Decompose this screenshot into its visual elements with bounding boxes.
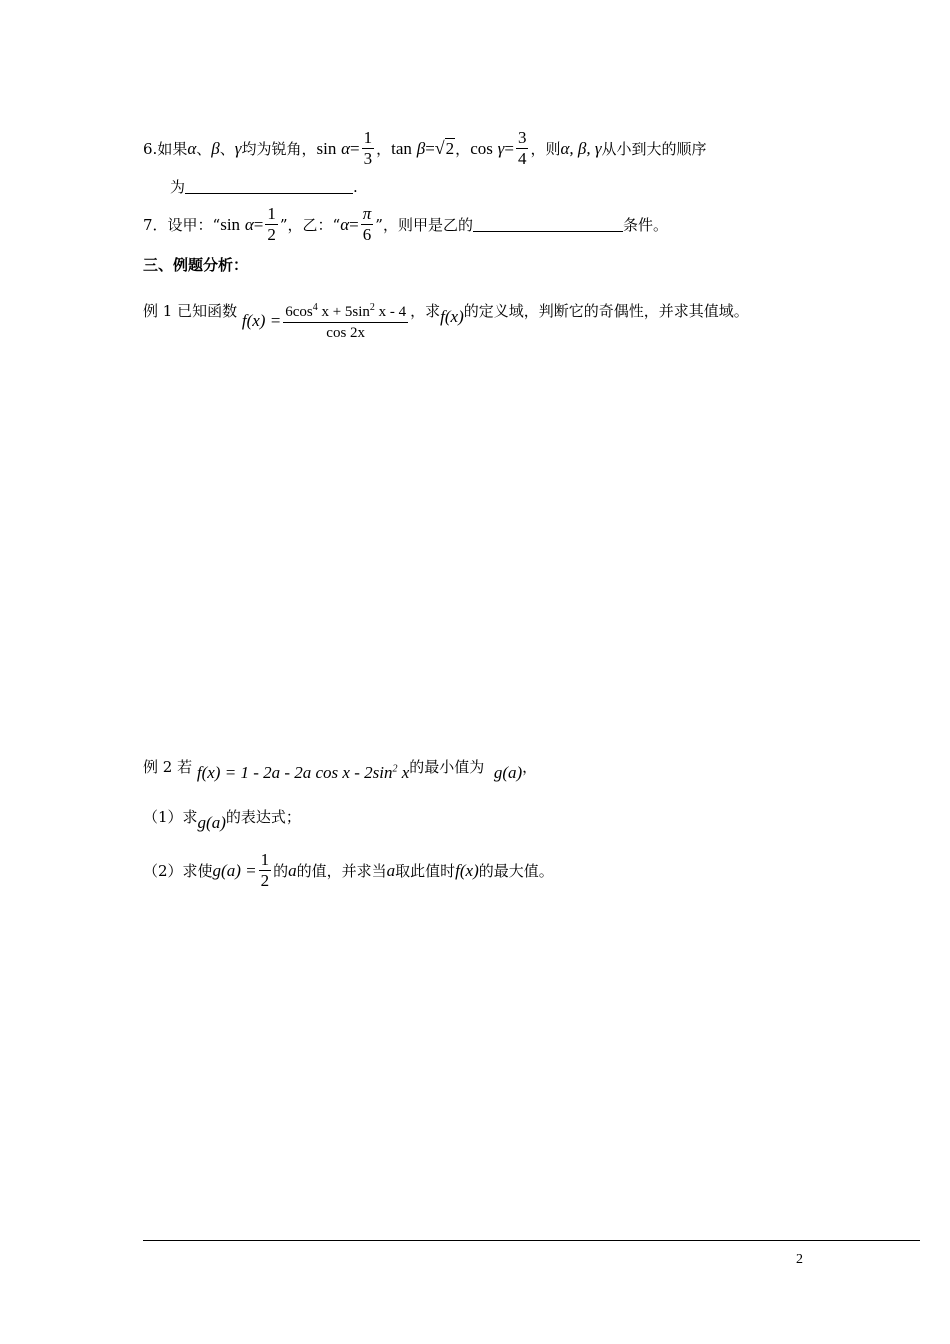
q6-number: 6. (143, 139, 158, 158)
page-number: 2 (796, 1252, 803, 1267)
question-6-line1: 6. 如果 α 、 β 、 γ 均为锐角， sin α = $\frac{1}{3}$ ， tan β = √ 2 ， cos γ = $\frac{3}{4}$ ，则 α, β, γ 从小到大的顺序 (143, 128, 707, 168)
ex1-fraction: $\frac{6\cos^4 x + 5\sin^2 x - 4}{\cos 2x}$ (283, 298, 408, 343)
section-heading: 三、例题分析： (143, 256, 249, 274)
example-2-part-2: （2）求使 g(a) = $\frac{1}{2}$ 的 a 的值，并求当 a 取此值时 f(x) 的最大值。 (143, 850, 554, 890)
fraction-three-quarters: $\frac{3}{4}$ (517, 128, 527, 168)
fraction-one-half: $\frac{1}{2}$ (267, 204, 276, 244)
question-7: 7． 设甲：“ sin α = $\frac{1}{2}$ ”，乙：“ α = $\frac{\pi}{6}$ ”，则甲是乙的 条件。 (143, 204, 668, 244)
fraction-one-half-ex2: $\frac{1}{2}$ (260, 850, 270, 890)
question-6-line2: 为 . (170, 177, 358, 196)
q7-number: 7． (143, 216, 168, 234)
answer-blank-q7[interactable] (473, 217, 623, 232)
ex2-expression: f(x) = 1 - 2a - 2a cos x - $2\sin^2$ x (196, 762, 410, 782)
sqrt-two: √ 2 (434, 138, 455, 158)
fraction-pi-over-six: $\frac{\pi}{6}$ (362, 204, 372, 244)
example-1: 例 1 已知函数 f(x) = $\frac{6\cos^4 x + 5\sin^2 x - 4}{\cos 2x}$ ，求 f(x) 的定义域，判断它的奇偶性，并求其值域。 (143, 288, 749, 333)
ex1-lhs: f(x) = (241, 310, 282, 330)
footer-divider (143, 1240, 920, 1241)
fraction-one-third: $\frac{1}{3}$ (363, 128, 373, 168)
example-2-part-1: （1）求 g(a) 的表达式； (143, 808, 301, 832)
example-2: 例 2 若 f(x) = 1 - 2a - 2a cos x - $2\sin^2$ x 的最小值为 g(a) ， (143, 758, 538, 782)
answer-blank-q6[interactable] (185, 179, 353, 194)
